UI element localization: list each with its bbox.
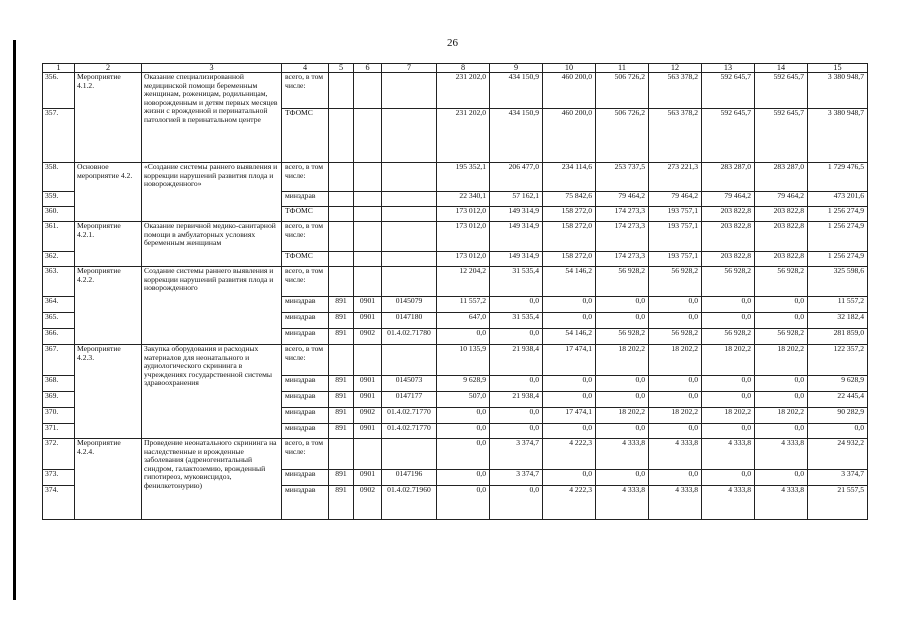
ministry-code: [329, 163, 354, 192]
column-number: 3: [142, 64, 282, 73]
year-value: 0,0: [437, 329, 490, 345]
ministry-code: 891: [329, 408, 354, 424]
target-code: [382, 267, 437, 297]
event-code: Мероприятие 4.1.2.: [75, 73, 142, 163]
total-value: 122 357,2: [808, 345, 868, 376]
year-value: 79 464,2: [702, 192, 755, 207]
target-code: [382, 252, 437, 267]
funding-source: минздрав: [282, 329, 329, 345]
row-number: 367.: [43, 345, 75, 376]
row-number: 374.: [43, 486, 75, 520]
year-value: 3 374,7: [490, 470, 543, 486]
year-value: 563 378,2: [649, 73, 702, 109]
ministry-code: [329, 109, 354, 163]
row-number: 356.: [43, 73, 75, 109]
funding-source: минздрав: [282, 408, 329, 424]
section-code: [354, 192, 382, 207]
ministry-code: 891: [329, 329, 354, 345]
funding-source: минздрав: [282, 376, 329, 392]
year-value: 0,0: [437, 439, 490, 470]
year-value: 0,0: [702, 297, 755, 313]
year-value: 4 333,8: [596, 439, 649, 470]
year-value: 0,0: [543, 470, 596, 486]
year-value: 173 012,0: [437, 207, 490, 222]
year-value: 0,0: [649, 470, 702, 486]
year-value: 0,0: [649, 313, 702, 329]
funding-source: минздрав: [282, 486, 329, 520]
target-code: 0147177: [382, 392, 437, 408]
year-value: 0,0: [490, 329, 543, 345]
column-number: 11: [596, 64, 649, 73]
ministry-code: [329, 267, 354, 297]
year-value: 0,0: [755, 313, 808, 329]
year-value: 4 333,8: [649, 439, 702, 470]
year-value: 193 757,1: [649, 222, 702, 252]
year-value: 195 352,1: [437, 163, 490, 192]
ministry-code: [329, 192, 354, 207]
year-value: 54 146,2: [543, 267, 596, 297]
target-code: [382, 163, 437, 192]
year-value: 0,0: [490, 408, 543, 424]
page-number: 26: [447, 37, 458, 49]
funding-source: минздрав: [282, 313, 329, 329]
column-number: 4: [282, 64, 329, 73]
year-value: 75 842,6: [543, 192, 596, 207]
ministry-code: [329, 345, 354, 376]
ministry-code: 891: [329, 313, 354, 329]
year-value: 21 938,4: [490, 392, 543, 408]
year-value: 149 314,9: [490, 207, 543, 222]
year-value: 149 314,9: [490, 222, 543, 252]
target-code: 0145079: [382, 297, 437, 313]
ministry-code: [329, 439, 354, 470]
year-value: 0,0: [543, 297, 596, 313]
ministry-code: 891: [329, 297, 354, 313]
year-value: 193 757,1: [649, 207, 702, 222]
ministry-code: 891: [329, 392, 354, 408]
row-number: 357.: [43, 109, 75, 163]
year-value: 79 464,2: [755, 192, 808, 207]
year-value: 592 645,7: [702, 109, 755, 163]
table-row: [43, 267, 868, 297]
year-value: 4 222,3: [543, 439, 596, 470]
row-number: 370.: [43, 408, 75, 424]
year-value: 592 645,7: [755, 73, 808, 109]
funding-source: всего, в том числе:: [282, 439, 329, 470]
year-value: 21 938,4: [490, 345, 543, 376]
funding-source: всего, в том числе:: [282, 163, 329, 192]
year-value: 460 200,0: [543, 109, 596, 163]
year-value: 31 535,4: [490, 267, 543, 297]
year-value: 592 645,7: [755, 109, 808, 163]
funding-source: минздрав: [282, 470, 329, 486]
total-value: 281 859,0: [808, 329, 868, 345]
section-code: [354, 207, 382, 222]
funding-source: ТФОМС: [282, 207, 329, 222]
target-code: [382, 109, 437, 163]
funding-source: всего, в том числе:: [282, 345, 329, 376]
total-value: 3 380 948,7: [808, 73, 868, 109]
year-value: 173 012,0: [437, 222, 490, 252]
year-value: 203 822,8: [702, 207, 755, 222]
year-value: 4 333,8: [702, 439, 755, 470]
ministry-code: [329, 73, 354, 109]
year-value: 18 202,2: [702, 345, 755, 376]
ministry-code: 891: [329, 376, 354, 392]
target-code: [382, 73, 437, 109]
column-number: 12: [649, 64, 702, 73]
year-value: 0,0: [596, 313, 649, 329]
year-value: 18 202,2: [702, 408, 755, 424]
target-code: 01.4.02.71780: [382, 329, 437, 345]
year-value: 0,0: [543, 424, 596, 439]
year-value: 4 333,8: [596, 486, 649, 520]
year-value: 0,0: [596, 376, 649, 392]
column-number: 2: [75, 64, 142, 73]
year-value: 18 202,2: [755, 345, 808, 376]
section-code: 0901: [354, 297, 382, 313]
funding-source: ТФОМС: [282, 109, 329, 163]
total-value: 473 201,6: [808, 192, 868, 207]
year-value: 18 202,2: [649, 345, 702, 376]
total-value: 21 557,5: [808, 486, 868, 520]
row-number: 368.: [43, 376, 75, 392]
year-value: 0,0: [702, 313, 755, 329]
target-code: 01.4.02.71770: [382, 424, 437, 439]
event-name: Проведение неонатального скрининга на наследственные и врожденные заболевания (адреногенитальный синдром, галактоземию, врожденный гипотиреоз, муковисцидоз, фенилкетонурию): [142, 439, 282, 520]
year-value: 234 114,6: [543, 163, 596, 192]
year-value: 273 221,3: [649, 163, 702, 192]
year-value: 56 928,2: [596, 329, 649, 345]
table-row: [43, 439, 868, 470]
row-number: 372.: [43, 439, 75, 470]
year-value: 158 272,0: [543, 252, 596, 267]
target-code: [382, 345, 437, 376]
funding-source: минздрав: [282, 424, 329, 439]
total-value: 1 256 274,9: [808, 252, 868, 267]
section-code: 0902: [354, 408, 382, 424]
section-code: [354, 163, 382, 192]
year-value: 0,0: [755, 297, 808, 313]
target-code: 0147180: [382, 313, 437, 329]
target-code: [382, 207, 437, 222]
event-code: Мероприятие 4.2.3.: [75, 345, 142, 439]
total-value: 1 729 476,5: [808, 163, 868, 192]
section-code: [354, 345, 382, 376]
row-number: 364.: [43, 297, 75, 313]
header-row: [43, 64, 868, 73]
target-code: 01.4.02.71960: [382, 486, 437, 520]
section-code: 0901: [354, 392, 382, 408]
event-code: Мероприятие 4.2.2.: [75, 267, 142, 345]
total-value: 3 380 948,7: [808, 109, 868, 163]
event-name: Оказание первичной медико-санитарной помощи в амбулаторных условиях беременным женщинам: [142, 222, 282, 267]
ministry-code: [329, 252, 354, 267]
year-value: 0,0: [490, 376, 543, 392]
column-number: 7: [382, 64, 437, 73]
year-value: 203 822,8: [755, 252, 808, 267]
year-value: 174 273,3: [596, 207, 649, 222]
year-value: 0,0: [596, 297, 649, 313]
event-name: «Создание системы раннего выявления и коррекции нарушений развития плода и новорожденного»: [142, 163, 282, 222]
year-value: 54 146,2: [543, 329, 596, 345]
total-value: 24 932,2: [808, 439, 868, 470]
row-number: 360.: [43, 207, 75, 222]
year-value: 434 150,9: [490, 109, 543, 163]
year-value: 0,0: [596, 392, 649, 408]
event-name: Оказание специализированной медицинской помощи беременным женщинам, роженицам, родильницам, новорожденным и детям первых месяцев жизни с врожденной и перинатальной патологией в перинатальном центре: [142, 73, 282, 163]
column-number: 13: [702, 64, 755, 73]
year-value: 0,0: [490, 424, 543, 439]
year-value: 193 757,1: [649, 252, 702, 267]
year-value: 0,0: [702, 470, 755, 486]
year-value: 4 222,3: [543, 486, 596, 520]
ministry-code: 891: [329, 486, 354, 520]
row-number: 366.: [43, 329, 75, 345]
year-value: 174 273,3: [596, 252, 649, 267]
year-value: 592 645,7: [702, 73, 755, 109]
table-row: [43, 222, 868, 252]
target-code: 0147196: [382, 470, 437, 486]
year-value: 158 272,0: [543, 207, 596, 222]
table-row: [43, 163, 868, 192]
total-value: 1 256 274,9: [808, 222, 868, 252]
year-value: 18 202,2: [596, 345, 649, 376]
column-number: 5: [329, 64, 354, 73]
ministry-code: [329, 222, 354, 252]
funding-source: минздрав: [282, 392, 329, 408]
section-code: [354, 222, 382, 252]
total-value: 0,0: [808, 424, 868, 439]
year-value: 0,0: [490, 297, 543, 313]
year-value: 253 737,5: [596, 163, 649, 192]
year-value: 0,0: [649, 392, 702, 408]
year-value: 0,0: [649, 424, 702, 439]
row-number: 362.: [43, 252, 75, 267]
ministry-code: [329, 207, 354, 222]
funding-source: всего, в том числе:: [282, 267, 329, 297]
year-value: 434 150,9: [490, 73, 543, 109]
year-value: 0,0: [649, 297, 702, 313]
year-value: 0,0: [437, 470, 490, 486]
target-code: 01.4.02.71770: [382, 408, 437, 424]
section-code: 0901: [354, 313, 382, 329]
year-value: 231 202,0: [437, 109, 490, 163]
section-code: [354, 267, 382, 297]
year-value: 0,0: [596, 424, 649, 439]
year-value: 174 273,3: [596, 222, 649, 252]
year-value: 149 314,9: [490, 252, 543, 267]
year-value: 10 135,9: [437, 345, 490, 376]
row-number: 361.: [43, 222, 75, 252]
total-value: 325 598,6: [808, 267, 868, 297]
event-code: Мероприятие 4.2.4.: [75, 439, 142, 520]
year-value: 283 287,0: [755, 163, 808, 192]
section-code: [354, 439, 382, 470]
binding-line: [13, 40, 16, 600]
year-value: 231 202,0: [437, 73, 490, 109]
year-value: 18 202,2: [755, 408, 808, 424]
target-code: [382, 192, 437, 207]
year-value: 563 378,2: [649, 109, 702, 163]
year-value: 56 928,2: [596, 267, 649, 297]
total-value: 9 628,9: [808, 376, 868, 392]
row-number: 371.: [43, 424, 75, 439]
year-value: 0,0: [755, 470, 808, 486]
table-row: [43, 73, 868, 109]
row-number: 365.: [43, 313, 75, 329]
year-value: 0,0: [702, 424, 755, 439]
year-value: 283 287,0: [702, 163, 755, 192]
year-value: 507,0: [437, 392, 490, 408]
year-value: 206 477,0: [490, 163, 543, 192]
ministry-code: 891: [329, 424, 354, 439]
section-code: [354, 252, 382, 267]
target-code: [382, 439, 437, 470]
year-value: 0,0: [543, 313, 596, 329]
event-name: Создание системы раннего выявления и коррекции нарушений развития плода и новорожденного: [142, 267, 282, 345]
column-number: 9: [490, 64, 543, 73]
year-value: 0,0: [755, 392, 808, 408]
row-number: 373.: [43, 470, 75, 486]
total-value: 22 445,4: [808, 392, 868, 408]
row-number: 369.: [43, 392, 75, 408]
year-value: 0,0: [755, 424, 808, 439]
year-value: 17 474,1: [543, 345, 596, 376]
column-number: 15: [808, 64, 868, 73]
year-value: 173 012,0: [437, 252, 490, 267]
ministry-code: 891: [329, 470, 354, 486]
year-value: 0,0: [543, 376, 596, 392]
funding-source: минздрав: [282, 297, 329, 313]
year-value: 57 162,1: [490, 192, 543, 207]
year-value: 31 535,4: [490, 313, 543, 329]
year-value: 4 333,8: [755, 439, 808, 470]
column-number: 6: [354, 64, 382, 73]
year-value: 203 822,8: [755, 207, 808, 222]
target-code: [382, 222, 437, 252]
funding-source: ТФОМС: [282, 252, 329, 267]
total-value: 32 182,4: [808, 313, 868, 329]
year-value: 203 822,8: [755, 222, 808, 252]
year-value: 203 822,8: [702, 222, 755, 252]
year-value: 647,0: [437, 313, 490, 329]
year-value: 460 200,0: [543, 73, 596, 109]
row-number: 358.: [43, 163, 75, 192]
year-value: 56 928,2: [702, 267, 755, 297]
year-value: 79 464,2: [649, 192, 702, 207]
total-value: 11 557,2: [808, 297, 868, 313]
funding-source: всего, в том числе:: [282, 222, 329, 252]
year-value: 56 928,2: [755, 329, 808, 345]
year-value: 56 928,2: [649, 267, 702, 297]
year-value: 506 726,2: [596, 109, 649, 163]
year-value: 0,0: [437, 424, 490, 439]
year-value: 56 928,2: [702, 329, 755, 345]
year-value: 506 726,2: [596, 73, 649, 109]
year-value: 158 272,0: [543, 222, 596, 252]
year-value: 203 822,8: [702, 252, 755, 267]
section-code: [354, 109, 382, 163]
year-value: 18 202,2: [649, 408, 702, 424]
year-value: 0,0: [437, 486, 490, 520]
row-number: 359.: [43, 192, 75, 207]
year-value: 0,0: [437, 408, 490, 424]
year-value: 4 333,8: [649, 486, 702, 520]
year-value: 0,0: [702, 376, 755, 392]
year-value: 56 928,2: [649, 329, 702, 345]
target-code: 0145073: [382, 376, 437, 392]
row-number: 363.: [43, 267, 75, 297]
year-value: 9 628,9: [437, 376, 490, 392]
funding-source: минздрав: [282, 192, 329, 207]
section-code: 0902: [354, 329, 382, 345]
table-row: [43, 345, 868, 376]
section-code: 0901: [354, 424, 382, 439]
section-code: 0901: [354, 376, 382, 392]
event-name: Закупка оборудования и расходных материалов для неонатального и аудиологического скрининга в учреждениях государственной системы здравоохранения: [142, 345, 282, 439]
section-code: 0901: [354, 470, 382, 486]
funding-source: всего, в том числе:: [282, 73, 329, 109]
budget-table: [42, 63, 868, 520]
year-value: 12 204,2: [437, 267, 490, 297]
year-value: 0,0: [702, 392, 755, 408]
year-value: 11 557,2: [437, 297, 490, 313]
year-value: 0,0: [755, 376, 808, 392]
column-number: 8: [437, 64, 490, 73]
column-number: 14: [755, 64, 808, 73]
section-code: 0902: [354, 486, 382, 520]
year-value: 4 333,8: [702, 486, 755, 520]
year-value: 79 464,2: [596, 192, 649, 207]
year-value: 17 474,1: [543, 408, 596, 424]
year-value: 4 333,8: [755, 486, 808, 520]
column-number: 10: [543, 64, 596, 73]
year-value: 0,0: [596, 470, 649, 486]
year-value: 22 340,1: [437, 192, 490, 207]
year-value: 56 928,2: [755, 267, 808, 297]
year-value: 0,0: [490, 486, 543, 520]
section-code: [354, 73, 382, 109]
total-value: 90 282,9: [808, 408, 868, 424]
column-number: 1: [43, 64, 75, 73]
year-value: 18 202,2: [596, 408, 649, 424]
total-value: 1 256 274,9: [808, 207, 868, 222]
event-code: Мероприятие 4.2.1.: [75, 222, 142, 267]
year-value: 3 374,7: [490, 439, 543, 470]
event-code: Основное мероприятие 4.2.: [75, 163, 142, 222]
year-value: 0,0: [649, 376, 702, 392]
total-value: 3 374,7: [808, 470, 868, 486]
year-value: 0,0: [543, 392, 596, 408]
